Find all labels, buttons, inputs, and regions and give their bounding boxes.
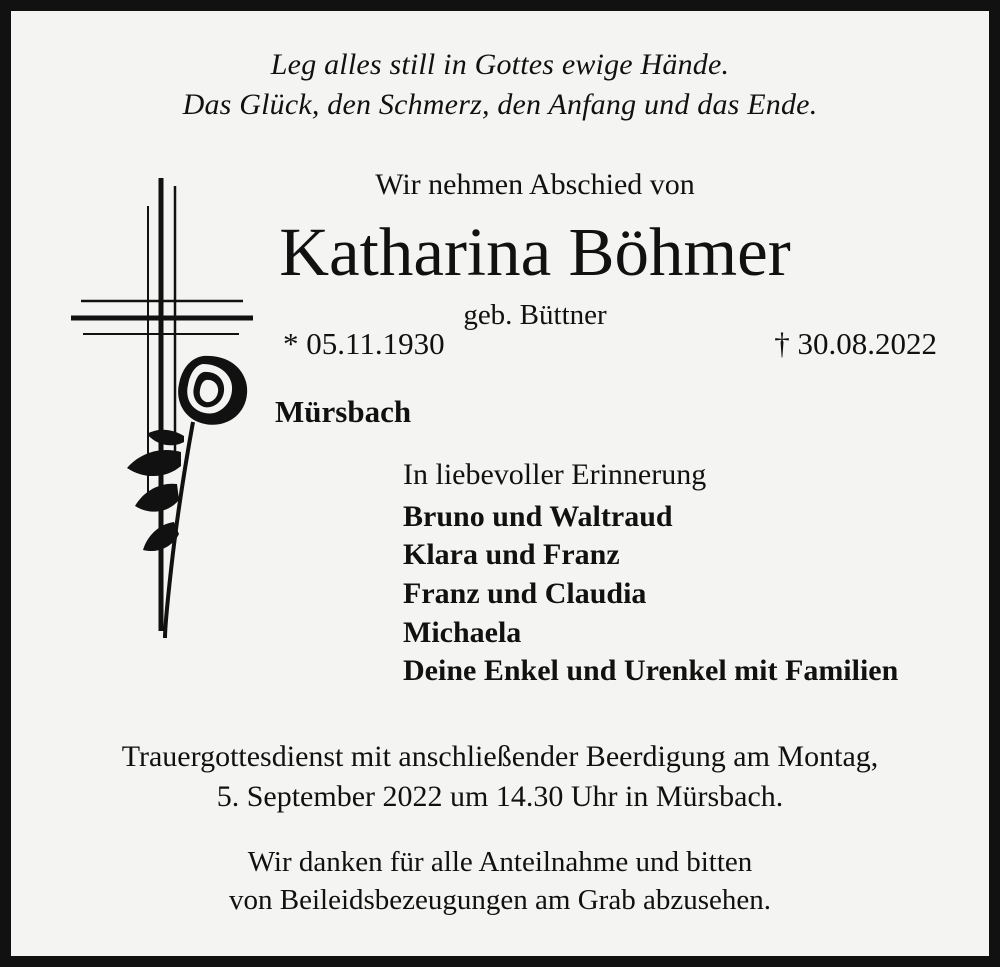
- thanks-note: [11, 843, 989, 920]
- farewell-text: Wir nehmen Abschied von: [375, 168, 695, 202]
- deceased-name: Katharina Böhmer: [279, 214, 791, 291]
- memory-intro: In liebevoller Erinnerung: [403, 457, 707, 491]
- service-info: [11, 737, 989, 817]
- memory-block: [11, 458, 989, 691]
- thanks-line-2: von Beileidsbezeugungen am Grab abzusehen.: [229, 884, 771, 917]
- verse-line-1: Leg alles still in Gottes ewige Hände.: [270, 48, 730, 81]
- service-line-2: 5. September 2022 um 14.30 Uhr in Mürsbach.: [216, 779, 784, 813]
- verse: [11, 11, 989, 124]
- mourner-line: Bruno und Waltraud: [403, 499, 673, 533]
- service-line-1: Trauergottesdienst mit anschließender Beerdigung am Montag,: [121, 740, 879, 774]
- mourner-line: Michaela: [403, 615, 522, 649]
- mourner-line: Franz und Claudia: [403, 577, 647, 610]
- deceased-maiden-name: geb. Büttner: [463, 298, 607, 331]
- obituary-inner: [11, 11, 989, 956]
- place-name: Mürsbach: [275, 393, 412, 429]
- death-date: † 30.08.2022: [774, 325, 937, 361]
- birth-date: * 05.11.1930: [283, 325, 445, 361]
- thanks-line-1: Wir danken für alle Anteilnahme und bitten: [247, 845, 753, 878]
- mourner-line: Klara und Franz: [403, 538, 620, 572]
- mourner-line: Deine Enkel und Urenkel mit Familien: [403, 654, 899, 688]
- verse-line-2: Das Glück, den Schmerz, den Anfang und das Ende.: [182, 87, 818, 121]
- life-dates: [11, 326, 989, 368]
